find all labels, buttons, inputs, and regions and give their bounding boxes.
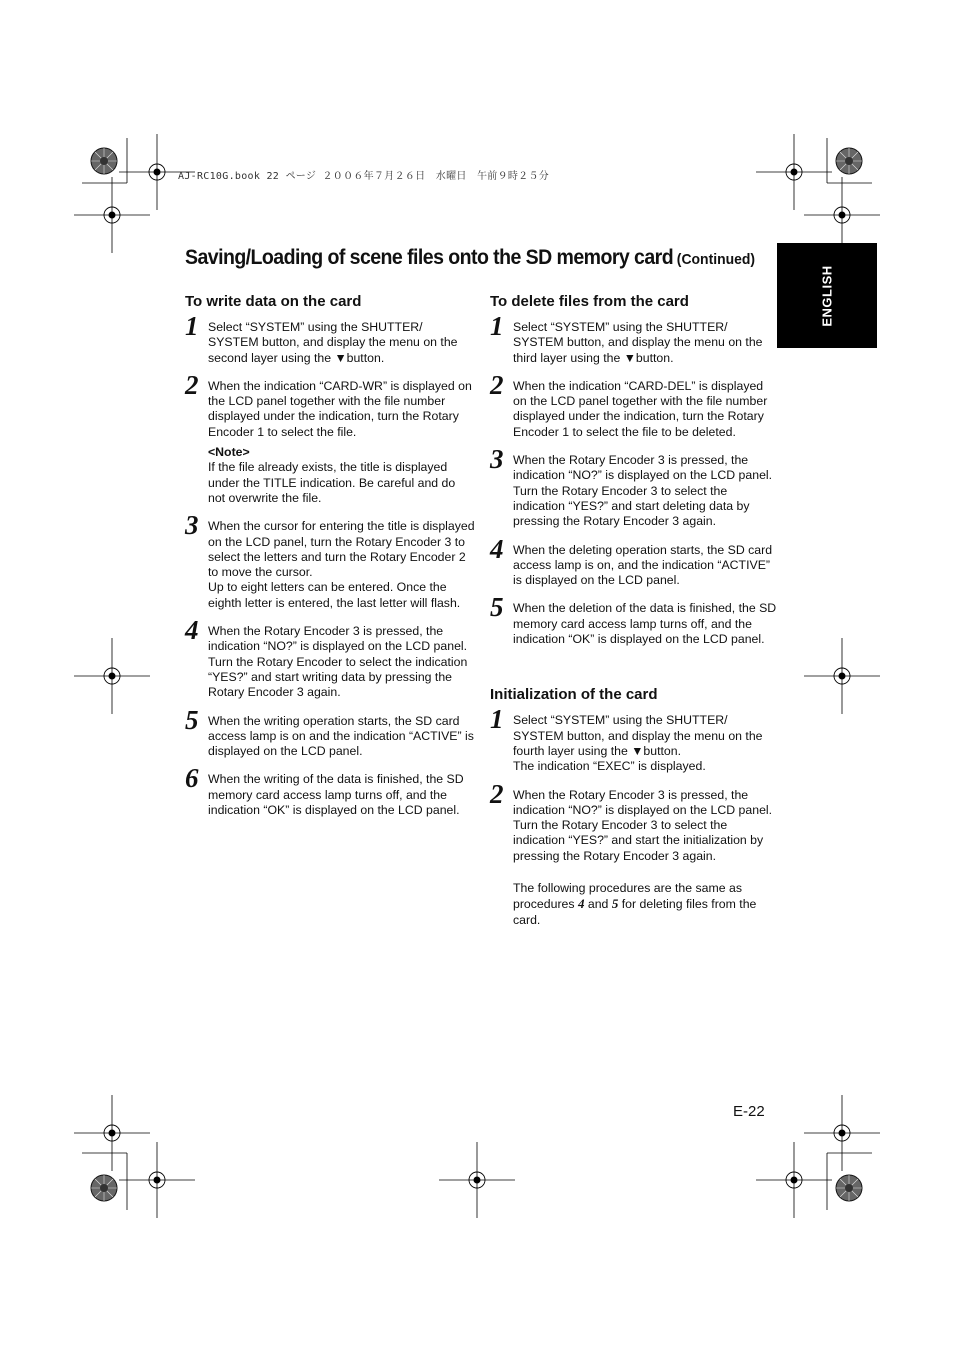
write-section-title: To write data on the card — [185, 293, 362, 310]
delete-section — [490, 293, 780, 647]
step-text: When the writing of the data is finished, the SD memory card access lamp turns off, and the indication “OK” is displayed on the LCD panel. — [208, 772, 464, 818]
step-number: 5 — [185, 704, 199, 735]
init-step — [490, 778, 780, 864]
step-text: When the Rotary Encoder 3 is pressed, the indication “NO?” is displayed on the LCD panel. Turn the Rotary Encoder 3 to select the indication “YES?” and start the initialization by pressing the Rotary Encoder 3 again. — [513, 787, 773, 863]
crosshair-icon — [74, 177, 150, 253]
step-number: 4 — [490, 533, 504, 564]
init-section-title: Initialization of the card — [490, 686, 658, 704]
follow-note-step-ref: 5 — [611, 896, 619, 912]
page-number: E-22 — [733, 1103, 765, 1120]
init-section — [490, 686, 780, 928]
crosshair-icon — [804, 1095, 880, 1171]
crosshair-icon — [804, 638, 880, 714]
follow-note-step-ref: 4 — [577, 896, 585, 912]
write-step — [185, 311, 475, 366]
step-number: 6 — [185, 763, 199, 794]
page-title-continued: (Continued) — [676, 251, 756, 268]
delete-section-title: To delete files from the card — [490, 293, 689, 310]
page-title-main: Saving/Loading of scene files onto the SD memory card — [185, 246, 674, 269]
crosshair-icon — [756, 1142, 832, 1218]
step-text: Select “SYSTEM” using the SHUTTER/ SYSTEM button, and display the menu on the third layer using the ▼button. — [513, 320, 763, 365]
step-number: 2 — [185, 369, 199, 400]
step-text: Select “SYSTEM” using the SHUTTER/ SYSTEM button, and display the menu on the second layer using the ▼button. — [208, 320, 458, 365]
crosshair-icon — [74, 638, 150, 714]
step-text: When the cursor for entering the title is displayed on the LCD panel, turn the Rotary Encoder 3 to select the letters and turn the Rotary Encoder 2 to move the cursor. — [208, 519, 475, 580]
write-step — [185, 615, 475, 700]
step-number: 1 — [490, 311, 504, 341]
step-number: 4 — [185, 615, 199, 646]
crosshair-icon — [119, 1142, 195, 1218]
delete-step — [490, 533, 780, 589]
step-number: 3 — [185, 510, 199, 541]
step-text: When the indication “CARD-DEL” is displayed on the LCD panel together with the file number displayed under the indication, turn the Rotary Encoder 1 to select the file to be deleted. — [513, 378, 768, 439]
step-number: 2 — [490, 369, 504, 400]
step-text: When the deletion of the data is finished, the SD memory card access lamp turns off, and the indication “OK” is displayed on the LCD panel. — [513, 601, 777, 647]
crosshair-icon — [439, 1142, 515, 1218]
write-step — [185, 510, 475, 611]
delete-step — [490, 592, 780, 647]
right-column — [490, 293, 780, 928]
note-label: <Note> — [208, 445, 250, 460]
language-tab — [777, 243, 877, 348]
write-step — [185, 369, 475, 506]
step-extra-text: Up to eight letters can be entered. Once the eighth letter is entered, the last letter will flash. — [208, 580, 461, 610]
write-step — [185, 704, 475, 760]
crosshair-icon — [74, 1095, 150, 1171]
registration-burst-icon — [91, 1175, 117, 1201]
step-number: 2 — [490, 778, 504, 809]
step-text: When the writing operation starts, the SD card access lamp is on and the indication “ACTIVE” is displayed on the LCD panel. — [208, 713, 474, 759]
registration-burst-icon — [91, 148, 117, 174]
step-extra-text: The indication “EXEC” is displayed. — [513, 759, 706, 774]
step-number: 3 — [490, 444, 504, 475]
registration-burst-icon — [836, 148, 862, 174]
write-step — [185, 763, 475, 818]
crosshair-icon — [804, 177, 880, 253]
delete-step — [490, 369, 780, 440]
step-number: 1 — [490, 704, 504, 735]
step-text: Select “SYSTEM” using the SHUTTER/ SYSTEM button, and display the menu on the fourth layer using the ▼button. — [513, 713, 763, 758]
step-text: When the Rotary Encoder 3 is pressed, the indication “NO?” is displayed on the LCD panel. Turn the Rotary Encoder 3 to select the indication “YES?” and start deleting data by pressing the Rotary Encoder 3 again. — [513, 453, 773, 529]
follow-note-after: for deleting files from the card. — [513, 897, 757, 927]
print-header: AJ-RC10G.book 22 ページ ２００６年７月２６日 水曜日 午前９時２５分 — [178, 171, 550, 182]
delete-step — [490, 311, 780, 366]
init-step — [490, 704, 780, 774]
step-number: 1 — [185, 311, 199, 341]
language-tab-label: ENGLISH — [819, 264, 835, 327]
write-section — [185, 293, 475, 831]
delete-step — [490, 444, 780, 529]
step-text: When the deleting operation starts, the SD card access lamp is on, and the indication “ACTIVE” is displayed on the LCD panel. — [513, 542, 773, 588]
follow-note — [513, 881, 780, 928]
page-title — [185, 246, 756, 270]
follow-note-mid: and — [587, 897, 609, 912]
step-text: When the indication “CARD-WR” is displayed on the LCD panel together with the file number displayed under the indication, turn the Rotary Encoder 1 to select the file. — [208, 378, 472, 439]
crosshair-icon — [756, 134, 832, 210]
step-number: 5 — [490, 592, 504, 623]
follow-note-before: The following procedures are the same as procedures — [513, 881, 742, 912]
step-text: When the Rotary Encoder 3 is pressed, the indication “NO?” is displayed on the LCD panel. Turn the Rotary Encoder to select the indication “YES?” and start writing data by pressing the Rotary Encoder 3 again. — [208, 624, 468, 700]
note-text: If the file already exists, the title is displayed under the TITLE indication. Be careful and do not overwrite the file. — [208, 460, 456, 505]
registration-burst-icon — [836, 1175, 862, 1201]
